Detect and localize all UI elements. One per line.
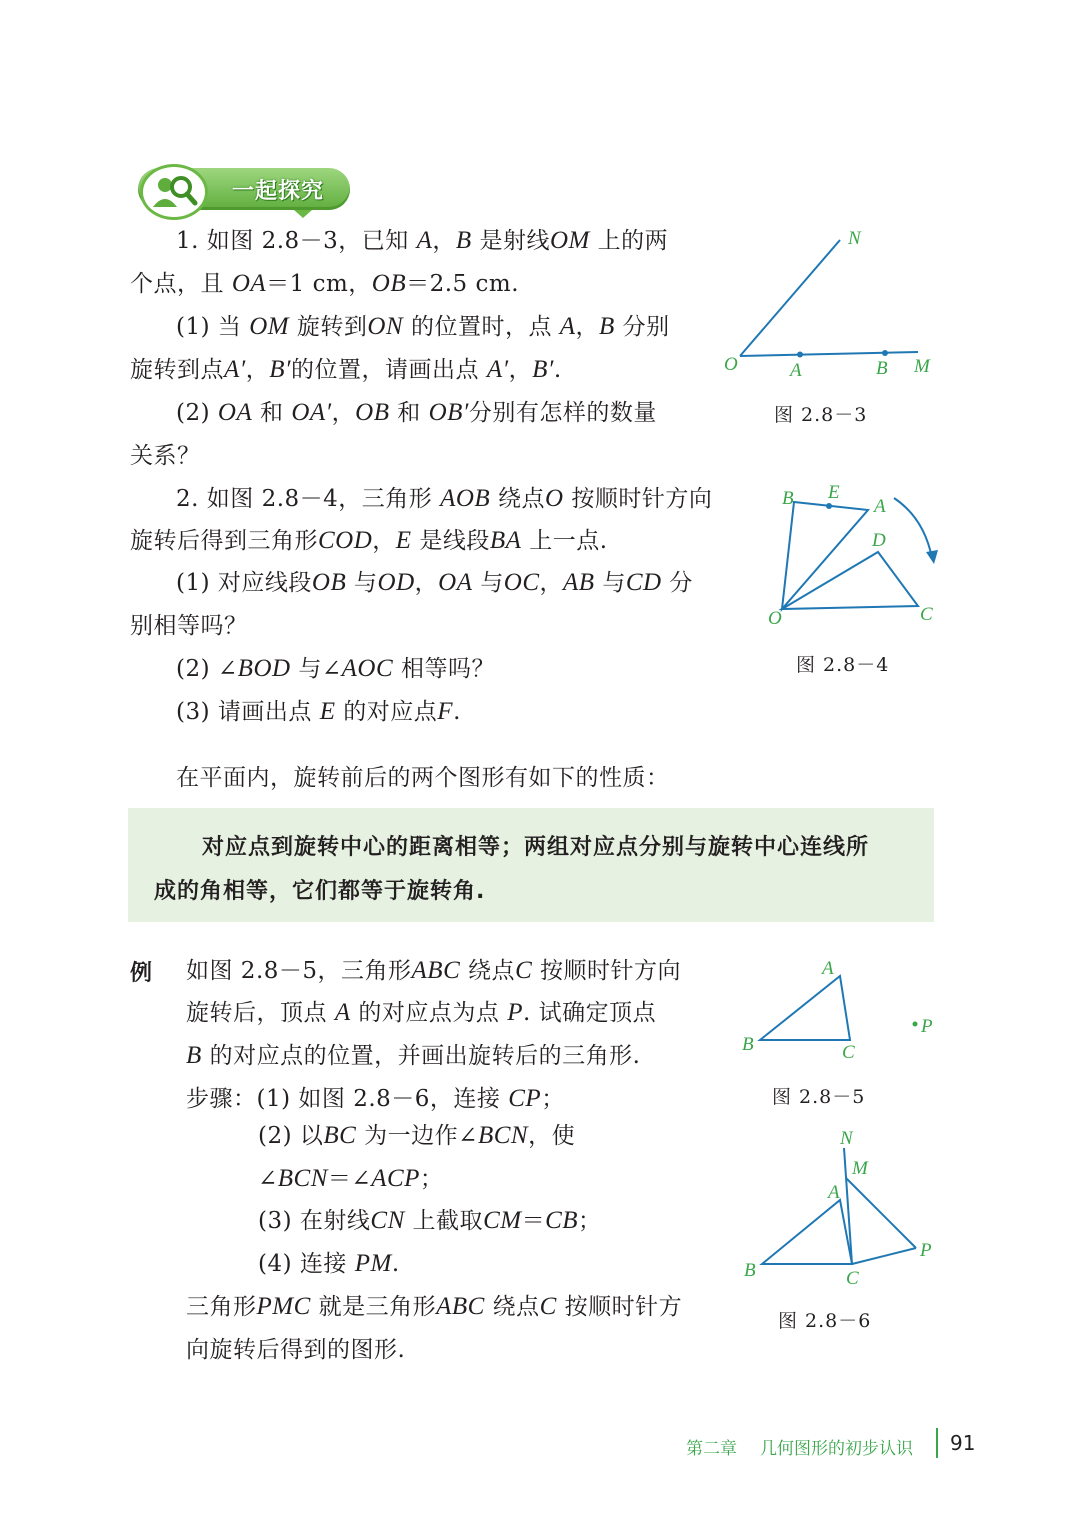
label-n: N bbox=[840, 1128, 853, 1149]
badge-label: 一起探究 bbox=[232, 179, 325, 204]
label-p: P bbox=[921, 1016, 933, 1037]
ex-step2-cont: ∠BCN＝∠ACP； bbox=[258, 1165, 444, 1192]
triangle-abc bbox=[762, 1200, 852, 1264]
p2-line6: (3) 请画出点 E 的对应点F. bbox=[176, 698, 461, 725]
caption-2-8-4: 图 2.8－4 bbox=[796, 654, 890, 676]
figure-2-8-3 bbox=[718, 226, 948, 386]
figure-2-8-6 bbox=[736, 1124, 946, 1288]
label-e: E bbox=[828, 482, 840, 503]
ex-line3: B 的对应点的位置，并画出旋转后的三角形. bbox=[186, 1042, 641, 1069]
label-o: O bbox=[768, 608, 782, 629]
p1-line1: 1. 如图 2.8－3，已知 A，B 是射线OM 上的两 bbox=[176, 227, 669, 254]
property-box bbox=[128, 808, 934, 922]
ex-line2: 旋转后，顶点 A 的对应点为点 P. 试确定顶点 bbox=[186, 999, 657, 1026]
label-b: B bbox=[744, 1260, 756, 1281]
property-line2: 成的角相等，它们都等于旋转角. bbox=[154, 879, 486, 904]
label-c: C bbox=[846, 1268, 859, 1288]
label-d: D bbox=[872, 530, 886, 551]
caption-2-8-5: 图 2.8－5 bbox=[772, 1086, 866, 1108]
label-c: C bbox=[842, 1042, 855, 1063]
segment-pm bbox=[846, 1178, 916, 1248]
ex-step2: (2) 以BC 为一边作∠BCN，使 bbox=[258, 1122, 576, 1149]
badge-pointer bbox=[294, 210, 312, 218]
label-a: A bbox=[874, 496, 886, 517]
example-label: 例 bbox=[130, 961, 153, 986]
label-b: B bbox=[742, 1034, 754, 1055]
point-p bbox=[913, 1022, 918, 1027]
p2-line4: 别相等吗？ bbox=[130, 613, 248, 639]
label-a: A bbox=[822, 958, 834, 979]
ex-conclusion2: 向旋转后得到的图形. bbox=[186, 1337, 406, 1363]
triangle-aob bbox=[782, 502, 868, 609]
figure-2-8-5 bbox=[736, 952, 946, 1068]
caption-2-8-6: 图 2.8－6 bbox=[778, 1310, 872, 1332]
p1-line6: 关系？ bbox=[130, 443, 201, 469]
ray-om bbox=[740, 352, 918, 356]
page-number: 91 bbox=[950, 1431, 976, 1455]
triangle-abc bbox=[760, 976, 850, 1040]
p2-line5: (2) ∠BOD 与∠AOC 相等吗？ bbox=[176, 655, 495, 682]
ex-step4: (4) 连接 PM. bbox=[258, 1250, 400, 1277]
rotation-arrowhead bbox=[926, 550, 938, 564]
label-c: C bbox=[920, 604, 933, 625]
p1-line5: (2) OA 和 OA′，OB 和 OB′分别有怎样的数量 bbox=[176, 399, 657, 426]
p2-line3: (1) 对应线段OB 与OD，OA 与OC，AB 与CD 分 bbox=[176, 569, 693, 596]
triangle-cod bbox=[782, 552, 918, 609]
label-n: N bbox=[848, 228, 861, 249]
p1-line3: (1) 当 OM 旋转到ON 的位置时，点 A，B 分别 bbox=[176, 313, 670, 340]
point-e bbox=[826, 503, 832, 509]
ex-line1: 如图 2.8－5，三角形ABC 绕点C 按顺时针方向 bbox=[186, 957, 682, 984]
label-b: B bbox=[782, 488, 794, 509]
ex-conclusion1: 三角形PMC 就是三角形ABC 绕点C 按顺时针方 bbox=[186, 1293, 683, 1320]
label-m: M bbox=[914, 356, 930, 377]
p2-line1: 2. 如图 2.8－4，三角形 AOB 绕点O 按顺时针方向 bbox=[176, 485, 713, 512]
footer-title: 几何图形的初步认识 bbox=[760, 1439, 913, 1459]
footer-chapter: 第二章 bbox=[686, 1439, 737, 1459]
section-badge bbox=[128, 166, 352, 214]
rotation-arc bbox=[894, 498, 932, 558]
p1-line2: 个点，且 OA＝1 cm，OB＝2.5 cm. bbox=[130, 270, 519, 297]
point-a bbox=[797, 352, 803, 358]
label-p: P bbox=[920, 1240, 932, 1261]
ray-on bbox=[740, 240, 840, 356]
property-intro: 在平面内，旋转前后的两个图形有如下的性质： bbox=[176, 765, 670, 791]
label-o: O bbox=[724, 354, 738, 375]
figure-2-8-4 bbox=[764, 482, 944, 632]
p1-line4: 旋转到点A′，B′的位置，请画出点 A′，B′. bbox=[130, 356, 562, 383]
segment-cp bbox=[852, 1248, 916, 1264]
footer-divider bbox=[936, 1428, 938, 1458]
ex-step1: 步骤：(1) 如图 2.8－6，连接 CP； bbox=[186, 1085, 565, 1112]
property-line1: 对应点到旋转中心的距离相等；两组对应点分别与旋转中心连线所 bbox=[202, 835, 870, 860]
p2-line2: 旋转后得到三角形COD，E 是线段BA 上一点. bbox=[130, 527, 608, 554]
label-b: B bbox=[876, 358, 888, 379]
label-m: M bbox=[852, 1158, 868, 1179]
caption-2-8-3: 图 2.8－3 bbox=[774, 404, 868, 426]
magnifier-people-icon bbox=[140, 164, 208, 220]
label-a: A bbox=[828, 1182, 840, 1203]
label-a: A bbox=[790, 360, 802, 381]
ex-step3: (3) 在射线CN 上截取CM＝CB； bbox=[258, 1207, 602, 1234]
point-b bbox=[882, 350, 888, 356]
